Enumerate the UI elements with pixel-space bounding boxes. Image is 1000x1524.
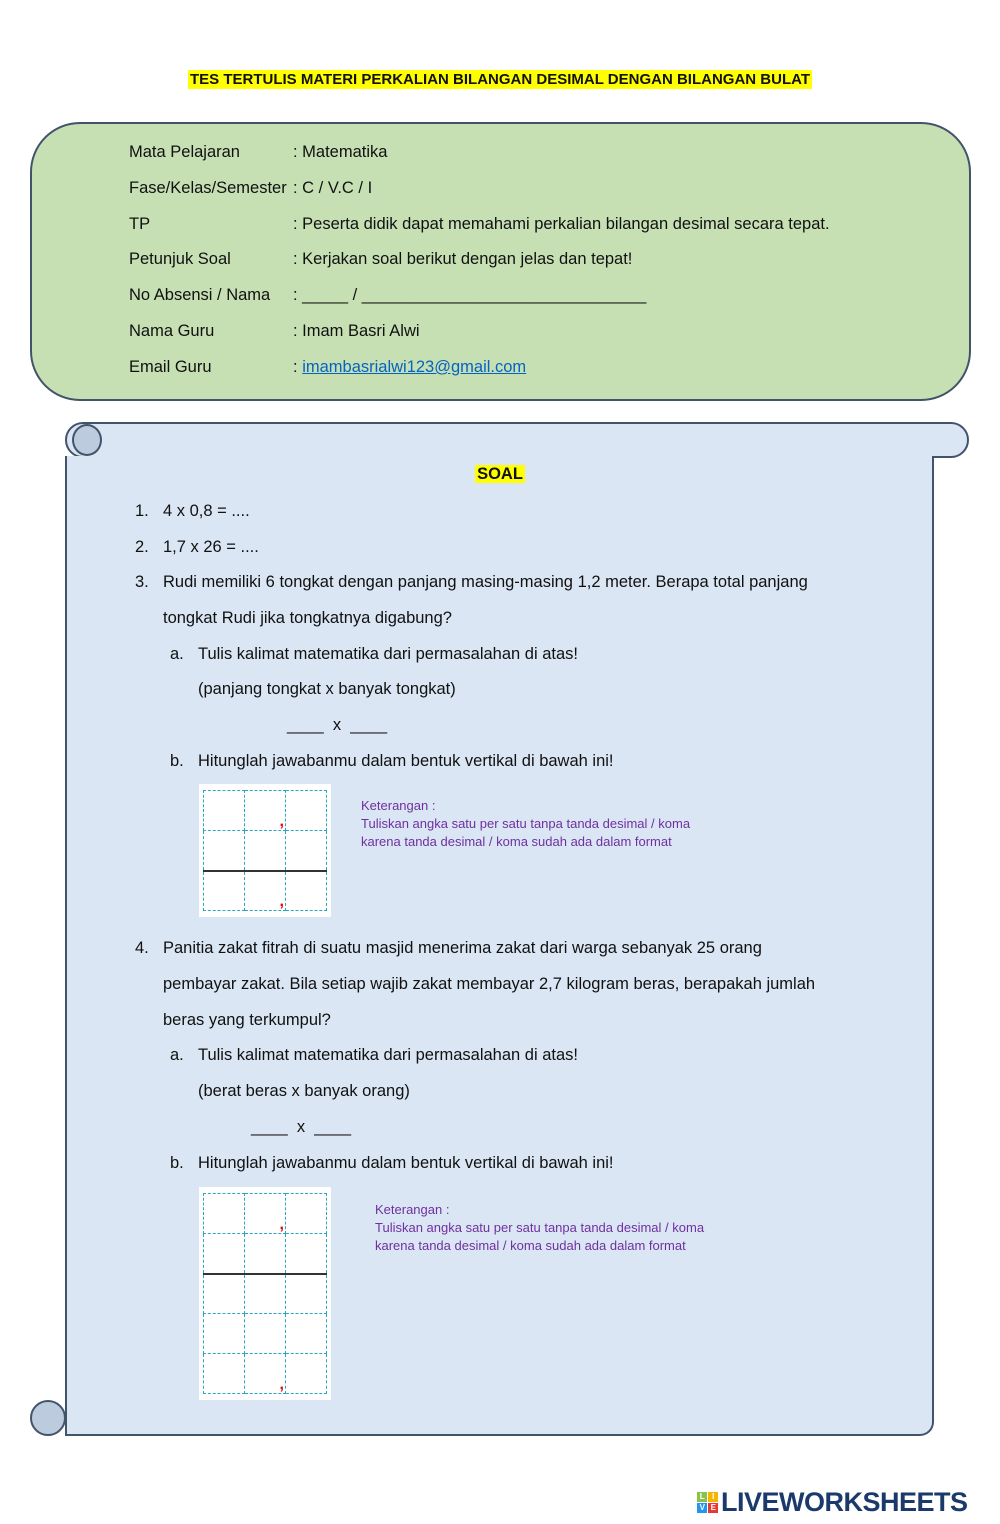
liveworksheets-logo: L I V E LIVEWORKSHEETS — [697, 1487, 968, 1518]
info-label: Fase/Kelas/Semester — [129, 178, 287, 197]
info-label: Mata Pelajaran — [129, 143, 240, 161]
grid-cell[interactable] — [245, 1314, 286, 1354]
grid-cell[interactable] — [204, 831, 245, 871]
grid-cell[interactable] — [245, 871, 286, 911]
q3a-label: a. — [170, 645, 184, 663]
q4a-answer-blank[interactable]: ____ x ____ — [251, 1118, 351, 1136]
q4-keterangan: Keterangan : Tuliskan angka satu per satu tanpa tanda desimal / koma karena tanda desimal / koma sudah ada dalam format — [375, 1202, 705, 1253]
q4a-hint: (berat beras x banyak orang) — [198, 1082, 410, 1100]
grid-cell[interactable] — [245, 791, 286, 831]
info-value-text: : C / V.C / I — [293, 178, 373, 197]
q4b-text: Hitunglah jawabanmu dalam bentuk vertikal di bawah ini! — [198, 1154, 614, 1172]
q3b-label: b. — [170, 752, 184, 770]
q3-line1: Rudi memiliki 6 tongkat dengan panjang masing-masing 1,2 meter. Berapa total panjang — [163, 573, 808, 591]
scroll-curl-bottom — [30, 1400, 66, 1436]
q4-vertical-grid — [199, 1187, 331, 1400]
grid-cell[interactable] — [286, 871, 327, 911]
grid-cell[interactable] — [245, 831, 286, 871]
info-value-text: : Imam Basri Alwi — [293, 322, 420, 340]
worksheet-title: TES TERTULIS MATERI PERKALIAN BILANGAN DESIMAL DENGAN BILANGAN BULAT — [190, 71, 810, 88]
q3-number: 3. — [135, 573, 149, 591]
grid-cell[interactable] — [204, 791, 245, 831]
grid-cell[interactable] — [286, 1194, 327, 1234]
q3a-answer-blank[interactable]: ____ x ____ — [287, 716, 387, 734]
grid-cell[interactable] — [286, 831, 327, 871]
info-value-text: : Kerjakan soal berikut dengan jelas dan tepat! — [293, 250, 633, 269]
grid-cell[interactable] — [204, 1274, 245, 1314]
info-value-text: : Peserta didik dapat memahami perkalian bilangan desimal secara tepat. — [293, 214, 830, 233]
q3b-text: Hitunglah jawabanmu dalam bentuk vertikal di bawah ini! — [198, 752, 614, 770]
grid-cell[interactable] — [245, 1234, 286, 1274]
info-value — [293, 215, 830, 234]
grid-cell[interactable] — [204, 871, 245, 911]
q1-text: 4 x 0,8 = .... — [163, 502, 250, 520]
info-label: Petunjuk Soal — [129, 250, 231, 269]
info-value — [293, 143, 387, 162]
decimal-comma: , — [279, 1216, 284, 1233]
grid-cell[interactable] — [286, 1274, 327, 1314]
q3-line2: tongkat Rudi jika tongkatnya digabung? — [163, 609, 452, 627]
grid-cell[interactable] — [245, 1354, 286, 1394]
q4-number: 4. — [135, 939, 149, 957]
info-value-text: : Matematika — [293, 143, 388, 161]
grid-cell[interactable] — [245, 1194, 286, 1234]
grid-cell[interactable] — [286, 1354, 327, 1394]
q4-line1: Panitia zakat fitrah di suatu masjid menerima zakat dari warga sebanyak 25 orang — [163, 939, 762, 957]
info-value[interactable] — [293, 286, 646, 305]
q2-number: 2. — [135, 538, 149, 556]
info-label: No Absensi / Nama — [129, 286, 271, 305]
decimal-comma: , — [279, 893, 284, 910]
email-link[interactable]: imambasrialwi123@gmail.com — [302, 357, 527, 376]
grid-cell[interactable] — [245, 1274, 286, 1314]
q4b-label: b. — [170, 1154, 184, 1172]
scroll-curl-top — [72, 424, 102, 456]
q4a-label: a. — [170, 1046, 184, 1064]
grid-cell[interactable] — [204, 1234, 245, 1274]
q3a-hint: (panjang tongkat x banyak tongkat) — [198, 680, 456, 698]
q4-line3: beras yang terkumpul? — [163, 1011, 331, 1029]
info-value — [293, 179, 372, 198]
q1-number: 1. — [135, 502, 149, 520]
q3-keterangan: Keterangan : Tuliskan angka satu per satu tanpa tanda desimal / koma karena tanda desimal / koma sudah ada dalam format — [361, 798, 691, 849]
grid-cell[interactable] — [204, 1314, 245, 1354]
info-value — [293, 250, 632, 269]
grid-cell[interactable] — [204, 1354, 245, 1394]
grid-cell[interactable] — [286, 1314, 327, 1354]
q2-text: 1,7 x 26 = .... — [163, 538, 259, 556]
info-value — [293, 358, 526, 377]
grid-cell[interactable] — [286, 1234, 327, 1274]
info-value — [293, 322, 420, 341]
q4-line2: pembayar zakat. Bila setiap wajib zakat membayar 2,7 kilogram beras, berapakah jumlah — [163, 975, 816, 993]
decimal-comma: , — [279, 1376, 284, 1393]
info-value-text: : _____ / _______________________________ — [293, 286, 647, 305]
info-label: Nama Guru — [129, 322, 215, 340]
grid-cell[interactable] — [204, 1194, 245, 1234]
logo-icon: L I V E — [697, 1492, 718, 1513]
q3a-text: Tulis kalimat matematika dari permasalahan di atas! — [198, 645, 578, 663]
scroll-top-roll — [65, 422, 969, 458]
soal-heading: SOAL — [477, 465, 523, 483]
info-value-text: : — [293, 357, 298, 376]
q3-vertical-grid — [199, 784, 331, 917]
q4a-text: Tulis kalimat matematika dari permasalahan di atas! — [198, 1046, 578, 1064]
grid-cell[interactable] — [286, 791, 327, 831]
decimal-comma: , — [279, 813, 284, 830]
info-label: Email Guru — [129, 357, 212, 376]
info-label: TP — [129, 214, 151, 233]
